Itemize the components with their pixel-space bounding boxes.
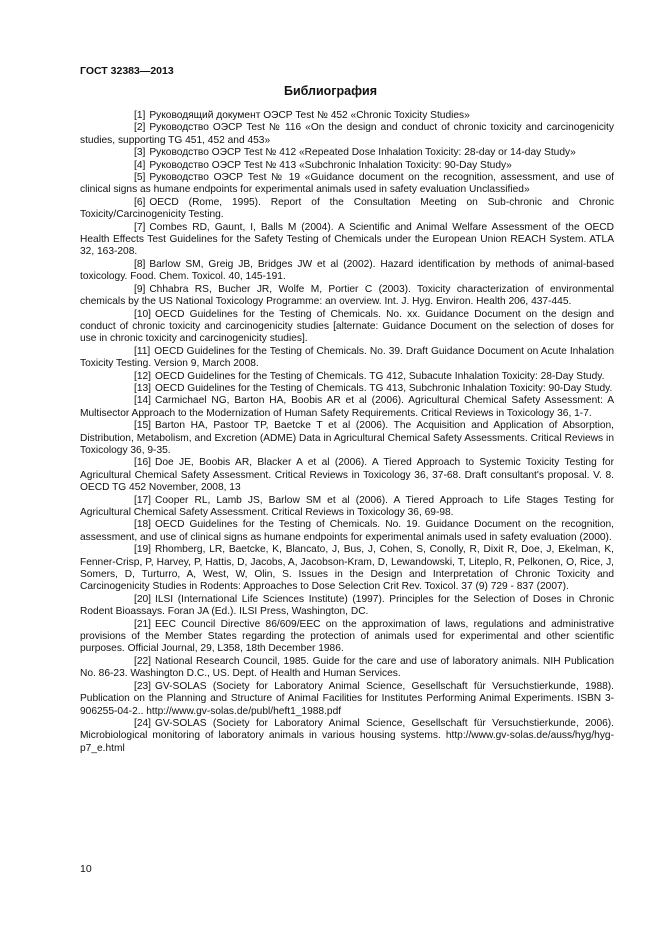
entry-text: OECD Guidelines for the Testing of Chemicals. No. xx. Guidance Document on the design and conduct of chronic toxicity and carcinogenicity studies [alternate: Guidance Document on the selection of doses for use in chronic toxicity and carcinogenicity studies]. — [80, 308, 614, 345]
bibliography-entry — [80, 656, 614, 681]
bibliography-entry — [80, 110, 614, 122]
page-number: 10 — [80, 863, 92, 875]
entry-number: [11] — [134, 345, 151, 357]
entry-text: Barton HA, Pastoor TP, Baetcke T et al (2006). The Acquisition and Application of Absorption, Distribution, Metabolism, and Excretion (ADME) Data in Agricultural Chemical Safety Assessments. Critical Reviews in Toxicology 36, 9-35. — [80, 420, 614, 456]
bibliography-entry — [80, 197, 614, 222]
entry-number: [7] — [134, 221, 146, 233]
bibliography-list — [80, 110, 614, 755]
entry-number: [14] — [134, 395, 151, 407]
entry-text: OECD Guidelines for the Testing of Chemicals. TG 413, Subchronic Inhalation Toxicity: 90-Day Study. — [155, 382, 613, 394]
entry-number: [17] — [134, 494, 151, 506]
bibliography-entry — [80, 495, 614, 520]
bibliography-entry — [80, 147, 614, 159]
bibliography-entry — [80, 544, 614, 594]
entry-number: [8] — [134, 258, 146, 270]
entry-text: Руководство ОЭСР Test № 413 «Subchronic Inhalation Toxicity: 90-Day Study» — [149, 159, 512, 171]
entry-number: [4] — [134, 159, 146, 171]
entry-number: [20] — [134, 593, 151, 605]
entry-text: OECD Guidelines for the Testing of Chemicals. TG 412, Subacute Inhalation Toxicity: 28-Day Study. — [155, 370, 605, 382]
entry-number: [19] — [134, 544, 151, 556]
entry-number: [22] — [134, 655, 151, 667]
entry-number: [5] — [134, 172, 146, 184]
entry-text: Barlow SM, Greig JB, Bridges JW et al (2002). Hazard identification by methods of animal-based toxicology. Food. Chem. Toxicol. 40, 145-191. — [80, 258, 614, 283]
bibliography-entry — [80, 619, 614, 656]
entry-text: Doe JE, Boobis AR, Blacker A et al (2006). A Tiered Approach to Systemic Toxicity Testing for Agricultural Chemical Safety Assessment. Critical Reviews in Toxicology 36, 37-68. Draft consultant's proposal. V. 8. OECD TG 452 November, 2008, 13 — [80, 457, 614, 494]
bibliography-entry — [80, 346, 614, 371]
bibliography-entry — [80, 383, 614, 395]
entry-number: [21] — [134, 618, 151, 630]
entry-number: [18] — [134, 519, 151, 531]
entry-number: [13] — [134, 382, 151, 394]
entry-text: EEC Council Directive 86/609/EEC on the approximation of laws, regulations and administrative provisions of the Member States regarding the protection of animals used for experimental and other scientific purposes. Official Journal, 29, L358, 18th December 1986. — [80, 618, 614, 655]
entry-number: [2] — [134, 122, 146, 134]
entry-text: Chhabra RS, Bucher JR, Wolfe M, Portier C (2003). Toxicity characterization of environmental chemicals by the US National Toxicology Programme: an overview. Int. J. Hyg. Environ. Health 206, 437-445. — [80, 283, 614, 308]
entry-text: OECD Guidelines for the Testing of Chemicals. No. 19. Guidance Document on the recognition, assessment, and use of clinical signs as humane endpoints for experimental animals used in safety evaluation (2000). — [80, 519, 614, 543]
entry-number: [10] — [134, 308, 151, 320]
entry-text: Combes RD, Gaunt, I, Balls M (2004). A Scientific and Animal Welfare Assessment of the OECD Health Effects Test Guidelines for the Safety Testing of Chemicals under the European Union REACH System. ATLA 32, 163-208. — [80, 221, 614, 258]
entry-text: Cooper RL, Lamb JS, Barlow SM et al (2006). A Tiered Approach to Life Stages Testing for Agricultural Chemical Safety Assessment. Critical Reviews in Toxicology 36, 69-98. — [80, 494, 614, 518]
entry-number: [3] — [134, 147, 146, 159]
entry-text: GV-SOLAS (Society for Laboratory Animal Science, Gesellschaft für Versuchstierkunde, 1988). Publication on the Planning and Structure of Animal Facilities for Institutes Performing Animal Experiments. ISBN 3-906255-04-2.. http://www.gv-solas.de/publ/heft1_1988.pdf — [80, 680, 614, 717]
bibliography-entry — [80, 420, 614, 457]
bibliography-entry — [80, 681, 614, 718]
bibliography-entry — [80, 160, 614, 172]
bibliography-entry — [80, 309, 614, 346]
entry-text: GV-SOLAS (Society for Laboratory Animal Science, Gesellschaft für Versuchstierkunde, 2006). Microbiological monitoring of laboratory animals in various housing systems. http://www.gv-solas.de/auss/hyg/hyg-p7_e.html — [80, 717, 614, 754]
entry-text: Rhomberg, LR, Baetcke, K, Blancato, J, Bus, J, Cohen, S, Conolly, R, Dixit R, Doe, J, Ekelman, K, Fenner-Crisp, P, Harvey, P, Hattis, D, Jacobs, A, Jacobson-Kram, D, Lewandowski, T, Liteplo, R, Pelkonen, O, Rice, J, Somers, D, Turturro, A, West, W, Olin, S. Issues in the Design and Interpretation of Chronic Toxicity and Carcinogenicity Studies in Rodents: Approaches to Dose Selection Crit Rev. Toxicol. 37 (9) 729 - 837 (2007). — [80, 544, 614, 593]
entry-text: Carmichael NG, Barton HA, Boobis AR et al (2006). Agricultural Chemical Safety Assessment: A Multisector Approach to the Modernization of Human Safety Requirements. Critical Reviews in Toxicology 36, 1-7. — [80, 395, 614, 419]
bibliography-entry — [80, 457, 614, 494]
bibliography-entry — [80, 519, 614, 544]
section-title: Библиография — [283, 84, 378, 98]
entry-number: [1] — [134, 110, 146, 121]
entry-text: Руководство ОЭСР Test № 412 «Repeated Dose Inhalation Toxicity: 28-day or 14-day Study» — [149, 147, 576, 159]
entry-text: ILSI (International Life Sciences Institute) (1997). Principles for the Selection of Doses in Chronic Rodent Bioassays. Foran JA (Ed.). ILSI Press, Washington, DC. — [80, 593, 614, 618]
bibliography-entry — [80, 284, 614, 309]
entry-number: [16] — [134, 457, 151, 469]
entry-text: National Research Council, 1985. Guide for the care and use of laboratory animals. NIH Publication No. 86-23. Washington D.C., US. Dept. of Health and Human Services. — [80, 655, 614, 680]
entry-text: OECD Guidelines for the Testing of Chemicals. No. 39. Draft Guidance Document on Acute Inhalation Toxicity Testing. Version 9, March 2008. — [80, 345, 614, 370]
entry-text: OECD (Rome, 1995). Report of the Consultation Meeting on Sub-chronic and Chronic Toxicity/Carcinogenicity Testing. — [80, 196, 614, 221]
entry-number: [9] — [134, 283, 146, 295]
bibliography-entry — [80, 718, 614, 755]
entry-text: Руководство ОЭСР Test № 19 «Guidance document on the recognition, assessment, and use of clinical signs as humane endpoints for experimental animals used in safety evaluation Unclassified» — [80, 172, 614, 196]
entry-number: [6] — [134, 196, 146, 208]
entry-number: [12] — [134, 370, 151, 382]
bibliography-entry — [80, 222, 614, 259]
bibliography-entry — [80, 259, 614, 284]
bibliography-entry — [80, 172, 614, 197]
entry-text: Руководство ОЭСР Test № 116 «On the design and conduct of chronic toxicity and carcinogenicity studies, supporting TG 451, 452 and 453» — [80, 122, 614, 146]
bibliography-entry — [80, 594, 614, 619]
entry-number: [24] — [134, 717, 151, 729]
bibliography-entry — [80, 395, 614, 420]
entry-number: [23] — [134, 680, 151, 692]
entry-number: [15] — [134, 420, 151, 432]
document-header: ГОСТ 32383—2013 — [80, 65, 174, 77]
entry-text: Руководящий документ ОЭСР Test № 452 «Chronic Toxicity Studies» — [149, 110, 470, 121]
bibliography-entry — [80, 371, 614, 383]
bibliography-entry — [80, 122, 614, 147]
